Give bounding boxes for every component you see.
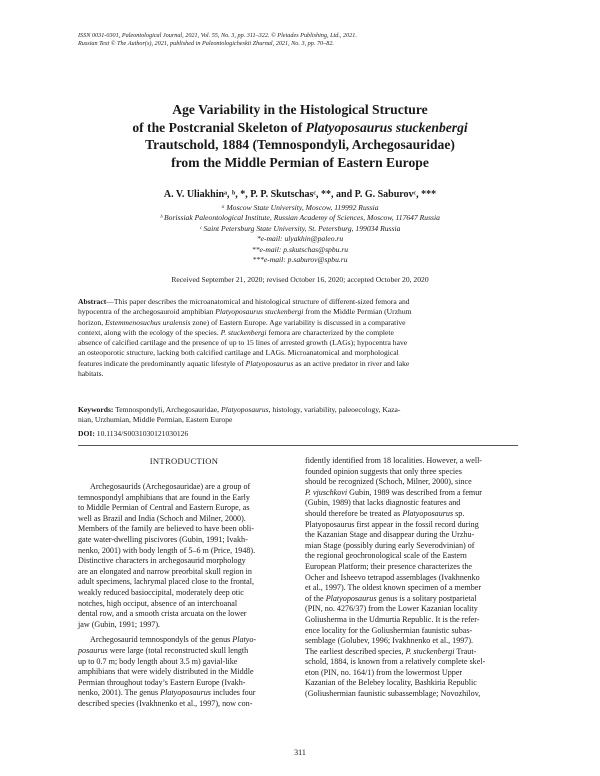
text-span: sp. (453, 508, 465, 518)
keywords-label: Keywords: (78, 405, 114, 414)
title-line-4: from the Middle Permian of Eastern Europe (171, 154, 429, 170)
genus-name: Platyo- (232, 635, 257, 645)
text-line: gate water-dwelling piscivores (Gubin, 1991; Ivakh- (78, 534, 248, 544)
title-line-2-text: of the Postcranial Skeleton of (132, 119, 306, 135)
text-line: (Gubin, 1989) that lacks diagnostic features and (305, 498, 461, 508)
abstract-line (78, 318, 518, 328)
text-line (78, 635, 290, 646)
text-span: Archegosaurid temnospondyls of the genus (90, 635, 233, 645)
text-line (305, 488, 517, 499)
paper-title (60, 101, 540, 171)
text-line: Kazanian of the Belebey locality, Bashkiria Republic (305, 678, 477, 688)
text-span: The earliest described species, (305, 646, 406, 656)
text-line: (Goliushermian faunistic subassemblage; Novozhilov, (305, 689, 481, 699)
text-line: to Middle Permian of Central and Eastern Europe, as (78, 503, 250, 513)
keywords-text: Temnospondyli, Archegosauridae, (113, 405, 221, 414)
abstract-text: from the Middle Permian (Urzhum (303, 307, 412, 317)
text-line: the Kazanian Stage and disappear during the Urzhu- (305, 530, 475, 540)
text-line: temnospondyl amphibians that are found in the Early (78, 492, 250, 502)
text-line: up to 0.7 m; body length about 3.5 m) gavial-like (78, 656, 238, 666)
page-number: 311 (294, 748, 306, 757)
text-line: described species (Ivakhnenko et al., 1997), now con- (78, 698, 253, 708)
abstract-species: Estemmenosuchus uralensis (105, 317, 191, 327)
text-span: should therefore be treated as (305, 508, 403, 518)
received-dates: Received September 21, 2020; revised October 16, 2020; accepted October 20, 2020 (171, 275, 429, 284)
text-line: nenko, 2001) with body length of 5–6 m (Price, 1948). (78, 545, 256, 555)
text-line: mian Stage (possibly during early Severodvinian) of (305, 540, 475, 550)
text-line: notches, high occiput, absence of an interchoanal (78, 598, 238, 608)
genus-name: posaurus (78, 645, 108, 655)
keywords-line (78, 405, 518, 415)
text-line: should be recognized (Schoch, Milner, 2000), since (305, 477, 472, 487)
abstract-line (78, 359, 518, 369)
text-line: the regional geochronological scale of the Eastern (305, 551, 467, 561)
abstract-text: zone) of Eastern Europe. Age variability is discussed in a comparative (190, 317, 406, 327)
text-line: Archegosaurids (Archegosauridae) are a group of (90, 482, 251, 491)
text-line: eton (PIN, no. 164/1) from the lowermost Upper (305, 667, 463, 677)
text-line: Permian throughout today’s Eastern Europe (Ivakh- (78, 677, 246, 687)
doi-value[interactable]: 10.1134/S0031030121030126 (94, 429, 189, 438)
text-line: Platyoposaurus first appear in the fossil record during (305, 519, 479, 529)
journal-header (78, 32, 538, 48)
text-span: genus is a solitary postparietal (376, 593, 477, 603)
intro-paragraph-2 (78, 635, 290, 709)
text-span: Gubin, 1989 was described from a femur (347, 487, 482, 497)
text-line: Members of the family are believed to have been obli- (78, 524, 254, 534)
keywords-line: nian, Urzhumian, Middle Permian, Eastern Europe (78, 415, 233, 425)
abstract-line (78, 297, 518, 307)
keywords-text: , histology, variability, paleoecology, Kaza- (268, 405, 401, 414)
text-line: Distinctive characters in archegosaurid morphology (78, 556, 246, 566)
author-list: A. V. Uliakhinᵃ, ᵇ, *, P. P. Skutschasᶜ, **, and P. G. Saburovᶜ, *** (163, 189, 437, 200)
text-line: adult specimens, lachrymal placed close to the frontal, (78, 577, 254, 587)
text-line: are an elongated and narrow preorbital skull region in (78, 566, 252, 576)
text-line: well as Brazil and India (Schoch and Milner, 2000). (78, 513, 246, 523)
text-line (78, 688, 290, 699)
genus-name: Platyoposaurus (325, 593, 377, 603)
title-line-2 (60, 119, 540, 137)
text-line (305, 594, 517, 605)
abstract-species: Platyoposaurus (245, 358, 294, 368)
keywords (78, 405, 518, 426)
abstract-text: femora are characterized by the complete (266, 327, 394, 337)
header-line-1: ISSN 0031-0301, Paleontological Journal, 2021, Vol. 55, No. 3, pp. 311–322. © Pleiades Publishing, Ltd., 2021. (78, 32, 357, 39)
affiliations (60, 203, 540, 265)
left-column (78, 456, 290, 709)
abstract-line: an osteoporotic structure, lacking both calcified cartilage and LAGs. Microanatomical and morphological (78, 348, 399, 358)
text-span: nenko, 2001). The genus (78, 688, 161, 698)
title-line-1: Age Variability in the Histological Structure (172, 102, 428, 117)
text-line: jaw (Gubin, 1991; 1997). (78, 619, 161, 629)
text-span: of the (305, 593, 326, 603)
text-line: et al., 1997). The oldest known specimen of a member (305, 583, 482, 593)
abstract-label: Abstract (78, 297, 107, 306)
text-line: (PIN, no. 4276/37) from the Lower Kazanian locality (305, 604, 478, 614)
text-line (305, 509, 517, 520)
abstract-text: —This paper describes the microanatomical and histological structure of different-sized femora and (106, 297, 410, 306)
intro-paragraph-1 (78, 482, 290, 630)
abstract-line: absence of calcified cartilage and the presence of up to 15 lines of arrested growth (LAGs); hypocentra have (78, 338, 408, 348)
affiliation-c: ᶜ Saint Petersburg State University, St. Petersburg, 199034 Russia (199, 223, 401, 233)
genus-name: Platyoposaurus (402, 508, 454, 518)
section-divider (78, 445, 518, 446)
abstract-species: Platyoposaurus stuckenbergi (215, 307, 304, 317)
text-line: semblage (Golubev, 1996; Ivakhnenko et al., 1997). (305, 636, 474, 646)
right-column (305, 456, 517, 700)
abstract-line (78, 328, 518, 338)
text-line: founded opinion suggests that only three species (305, 466, 462, 476)
abstract-line (78, 307, 518, 317)
text-line: European Platform; their presence characterizes the (305, 561, 472, 571)
affiliation-b: ᵇ Borissiak Paleontological Institute, Russian Academy of Sciences, Moscow, 117647 Russia (160, 213, 440, 223)
email-1: *e-mail: ulyakhin@paleo.ru (256, 234, 344, 244)
genus-name: Platyoposaurus (160, 688, 211, 698)
title-species-name: Platyoposaurus stuckenbergi (305, 119, 468, 135)
species-name: P. vjuschkovi (305, 487, 348, 497)
abstract-text: as an active predator in river and lake (293, 358, 410, 368)
text-span: Traut- (454, 646, 477, 656)
abstract-species: P. stuckenbergi (220, 327, 267, 337)
text-line (305, 647, 517, 658)
email-2: **e-mail: p.skutschas@spbu.ru (251, 244, 349, 254)
abstract-text: context, along with the ecology of the species. (78, 327, 221, 337)
text-line: schold, 1884, is known from a relatively complete skel- (305, 657, 486, 667)
introduction-heading: INTRODUCTION (149, 456, 219, 466)
text-span: includes four (210, 688, 256, 698)
keywords-genus: Platyoposaurus (220, 405, 269, 414)
text-span: were large (total reconstructed skull length (107, 645, 249, 655)
abstract-text: hypocentra of the archegosauroid amphibian (78, 307, 216, 317)
abstract (78, 297, 518, 379)
text-line: amphibians that were widely distributed in the Middle (78, 667, 254, 677)
text-line: dental row, and a smooth crista arcuata on the lower (78, 609, 247, 619)
affiliation-a: ᵃ Moscow State University, Moscow, 119992 Russia (221, 203, 379, 212)
header-line-2: Russian Text © The Author(s), 2021, published in Paleontologicheskii Zhurnal, 2021, No. 3, pp. 70–82. (78, 40, 334, 47)
text-line: fidently identified from 18 localities. However, a well- (305, 456, 483, 465)
text-line (78, 646, 290, 657)
text-line: Ocher and Isheevo tetrapod assemblages (Ivakhnenko (305, 572, 480, 582)
species-name: P. stuckenbergi (405, 646, 455, 656)
text-line: weakly reduced basioccipital, moderately deep otic (78, 587, 244, 597)
doi-label: DOI: (78, 429, 95, 438)
text-line: ence locality for the Goliushermian faunistic subas- (305, 625, 473, 635)
abstract-text: features indicate the predominantly aquatic lifestyle of (78, 358, 246, 368)
text-line: Golіusherma in the Udmurtia Republic. It is the refer- (305, 614, 480, 624)
title-line-3: Trautschold, 1884 (Temnospondyli, Archegosauridae) (145, 137, 455, 152)
doi (78, 429, 188, 438)
abstract-text: horizon, (78, 317, 105, 327)
abstract-line: habitats. (78, 369, 104, 379)
email-3: ***e-mail: p.saburov@spbu.ru (252, 255, 348, 265)
